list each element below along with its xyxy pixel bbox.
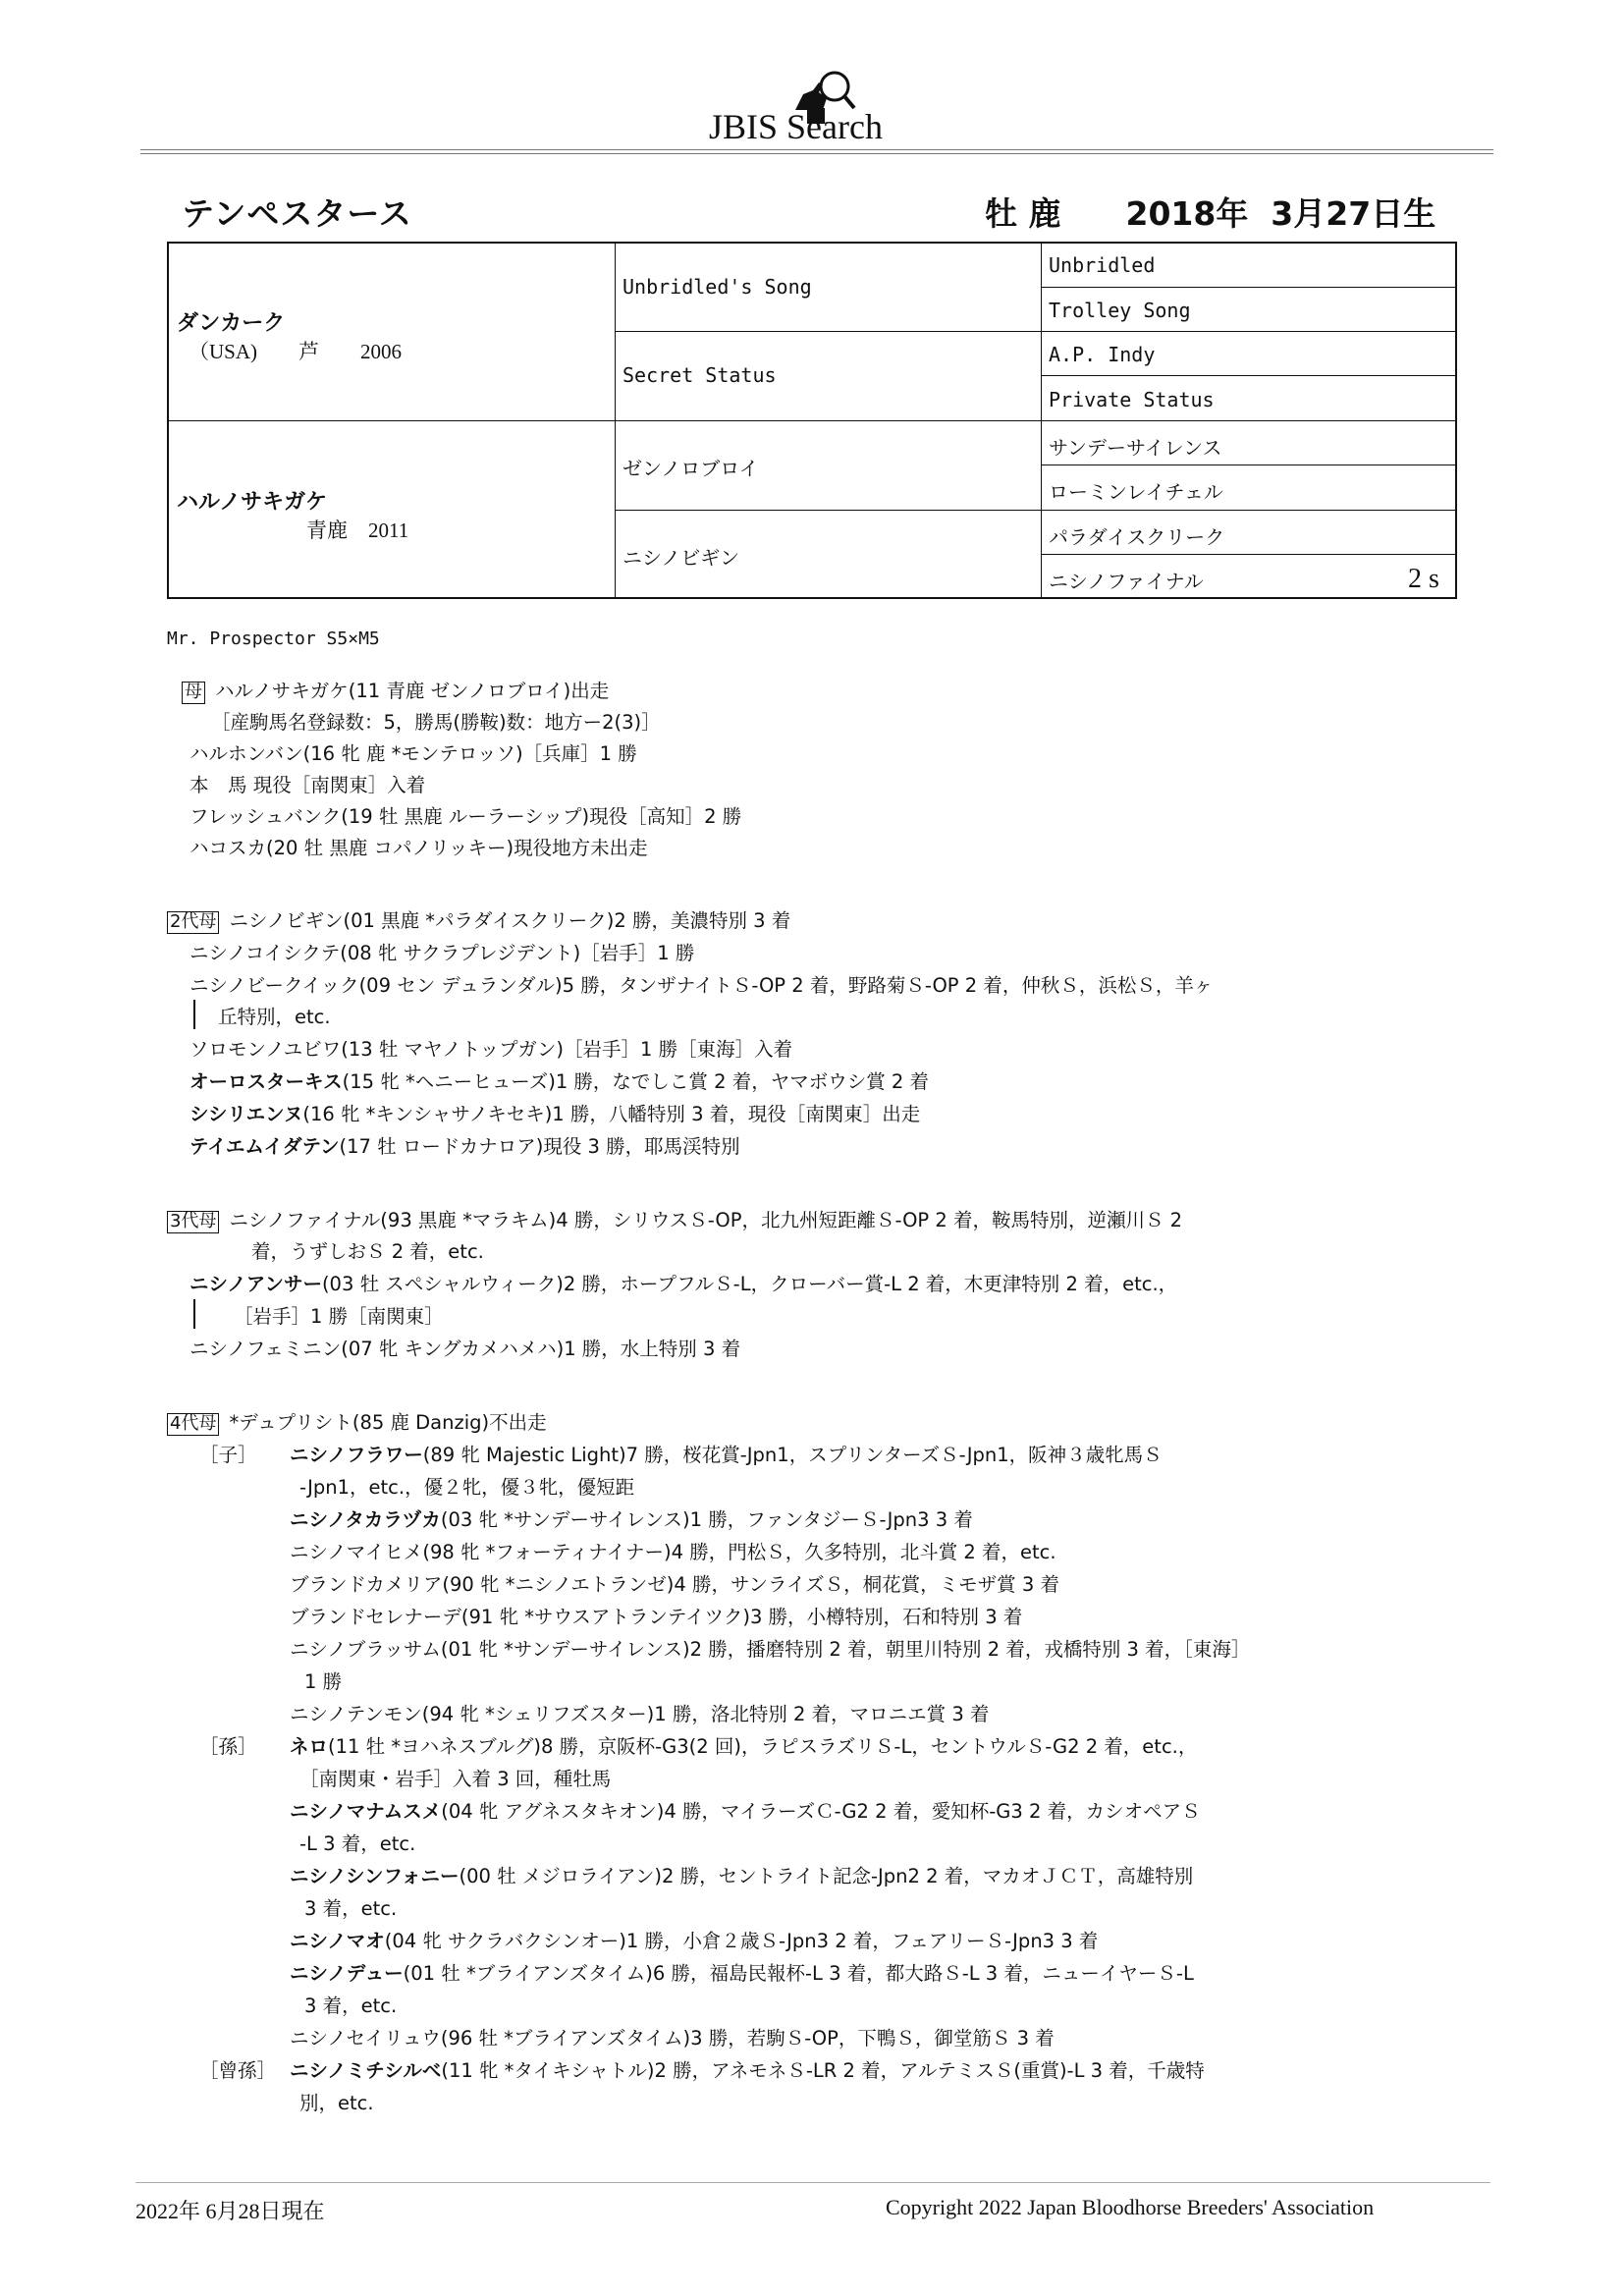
family-line-text: ソロモンノユビワ(13 牡 マヤノトップガン)［岩手］1 勝［東海］入着 [189,1038,793,1061]
gen3-cell: ローミンレイチェル [1049,480,1223,504]
family-line-text: ハルホンバン(16 牝 鹿 *モンテロッソ)［兵庫］1 勝 [189,742,637,765]
family-line [290,1964,1194,1984]
generation-tag: 母 [182,682,205,704]
footer-date: 2022年 6月28日現在 [135,2199,325,2223]
family-line [290,1705,989,1724]
family-line-text: 1 勝 [304,1670,343,1693]
generation-tag: 2代母 [167,911,219,934]
notable-horse-name: テイエムイダテン [189,1135,340,1158]
inbreeding-note: Mr. Prospector S5×M5 [167,629,380,649]
family-line [189,976,1213,996]
family-line [211,713,661,733]
continuation-bar [193,1000,195,1029]
family-line [182,682,609,704]
family-line-text: (03 牡 スペシャルウィーク)2 勝，ホープフルＳ-L，クローバー賞-L 2 着，木更津特別 2 着，etc.， [321,1273,1178,1295]
family-line-text: ニシノフェミニン(07 牝 キングカメハメハ)1 勝，水上特別 3 着 [189,1338,741,1360]
family-line [290,1510,973,1530]
family-line-text: ニシノビギン(01 黒鹿 *パラダイスクリーク)2 勝，美濃特別 3 着 [229,909,791,932]
family-line [218,1008,331,1027]
family-line-text: ［子］ [199,1444,257,1466]
sire-details: （USA) 芦 2006 [189,340,403,363]
family-line [167,1211,1182,1233]
family-line-text: ニシノコイシクテ(08 牝 サクラプレジデント)［岩手］1 勝 [189,942,695,964]
horse-info: 牡 鹿 2018年 3月27日生 [985,194,1436,233]
continuation-bar [193,1299,195,1329]
dam-details: 青鹿 2011 [306,519,409,542]
family-line [290,1608,1022,1627]
notable-horse-name: ニシノシンフォニー [290,1865,460,1887]
family-line-text: 本 馬 現役［南関東］入着 [189,774,426,796]
family-line-text: ニシノファイナル(93 黒鹿 *マラキム)4 勝，シリウスＳ-OP，北九州短距離Ｓ-OP 2 着，鞍馬特別，逆瀬川Ｓ 2 [229,1209,1183,1231]
family-line-text: 丘特別，etc. [218,1006,331,1028]
family-line [290,1737,1197,1757]
header-rule-2 [140,153,1493,154]
family-line-text: 別，etc. [299,2092,374,2114]
family-line-text: (16 牝 *キンシャサノキセキ)1 勝，八幡特別 3 着，現役［南関東］出走 [302,1103,921,1125]
family-line [290,1640,1250,1660]
family-line-text: ブランドカメリア(90 牝 *ニシノエトランゼ)4 勝，サンライズＳ，桐花賞，ミモザ賞 3 着 [290,1573,1059,1596]
family-line [304,1672,342,1692]
gen3-cell: A.P. Indy [1049,343,1156,366]
notable-horse-name: ニシノタカラヅカ [290,1508,441,1531]
family-line-text: ニシノビークイック(09 セン デュランダル)5 勝，タンザナイトＳ-OP 2 着，野路菊Ｓ-OP 2 着，仲秋Ｓ，浜松Ｓ，羊ヶ [189,974,1214,997]
notable-horse-name: ニシノマオ [290,1930,385,1952]
gen3-cell: Private Status [1049,388,1215,411]
family-line-text: (89 牝 Majestic Light)7 勝，桜花賞-Jpn1，スプリンターズＳ-Jpn1，阪神３歳牝馬Ｓ [422,1444,1163,1466]
family-line [167,1413,547,1436]
family-line-text: 3 着，etc. [304,1897,398,1920]
notable-horse-name: ニシノミチシルベ [290,2059,442,2082]
family-line [189,1137,740,1157]
family-line [189,1072,929,1092]
family-line [189,807,741,827]
footer-rule [135,2182,1490,2183]
family-line-text: ハルノサキガケ(11 青鹿 ゼンノロブロイ)出走 [215,680,610,702]
family-line [290,1446,1163,1465]
family-line [290,2061,1205,2081]
gen3-cell: Trolley Song [1049,299,1191,322]
family-line-text: (03 牝 *サンデーサイレンス)1 勝，ファンタジーＳ-Jpn3 3 着 [440,1508,973,1531]
family-line-text: ブランドセレナーデ(91 牝 *サウスアトランテイツク)3 勝，小樽特別，石和特別 3 着 [290,1606,1023,1628]
family-line [189,1105,920,1124]
pedigree-table [167,242,1457,599]
family-line-text: 着，うずしおＳ 2 着，etc. [251,1240,484,1263]
family-line [299,1770,611,1789]
family-line [189,1040,792,1060]
logo-text: JBIS Search [709,107,883,146]
gen3-cell: パラダイスクリーク [1049,525,1225,549]
family-line [189,944,694,963]
family-line [290,2029,1055,2049]
family-line [189,776,425,795]
family-line [299,1834,415,1854]
family-number: 2 s [1408,564,1439,594]
family-line-text: ［産駒馬名登録数：5，勝馬(勝鞍)数：地方ー2(3)］ [211,711,661,734]
family-line-text: (00 牡 メジロライアン)2 勝，セントライト記念-Jpn2 2 着，マカオＪＣＴ，高雄特別 [459,1865,1194,1887]
family-line-text: (15 牝 *ヘニーヒューズ)1 勝，なでしこ賞 2 着，ヤマボウシ賞 2 着 [342,1070,930,1093]
family-line [290,1802,1201,1822]
horse-name: テンペスタース [182,194,412,233]
family-line [234,1307,444,1327]
generation-tag: 4代母 [167,1413,219,1436]
family-line-text: -Jpn1，etc.，優２牝，優３牝，優短距 [299,1476,635,1499]
family-line-text: (17 牡 ロードカナロア)現役 3 勝，耶馬渓特別 [339,1135,740,1158]
gen3-cell: ニシノファイナル [1049,570,1204,593]
header-rule-1 [140,149,1493,150]
family-line [199,2061,276,2081]
family-line [290,1575,1059,1595]
family-line-text: 3 着，etc. [304,1995,398,2017]
sire-name: ダンカーク [177,311,286,336]
family-line-text: ニシノセイリュウ(96 牡 *ブライアンズタイム)3 勝，若駒Ｓ-OP，下鴨Ｓ，御堂筋Ｓ 3 着 [290,2027,1055,2050]
family-line-text: ニシノブラッサム(01 牝 *サンデーサイレンス)2 勝，播磨特別 2 着，朝里川特別 2 着，戎橋特別 3 着，［東海］ [290,1638,1251,1661]
family-line-text: ニシノテンモン(94 牝 *シェリフズスター)1 勝，洛北特別 2 着，マロニエ賞 3 着 [290,1703,990,1725]
gen2-cell: ニシノビギン [623,546,739,570]
family-line-text: (04 牝 アグネスタキオン)4 勝，マイラーズＣ-G2 2 着，愛知杯-G3 2 着，カシオペアＳ [441,1800,1201,1823]
family-line [167,911,790,934]
family-line [304,1996,397,2016]
gen2-cell: Unbridled's Song [623,275,812,299]
family-line-text: ハコスカ(20 牡 黒鹿 コパノリッキー)現役地方未出走 [189,837,648,859]
family-line [290,1867,1193,1886]
family-line [189,1275,1177,1294]
notable-horse-name: ニシノデュー [290,1962,404,1985]
family-line-text: *デュプリシト(85 鹿 Danzig)不出走 [229,1411,547,1434]
family-line [299,2094,374,2113]
notable-horse-name: ニシノマナムスメ [290,1800,442,1823]
family-line [189,839,648,858]
family-line [299,1478,634,1498]
notable-horse-name: オーロスターキス [189,1070,343,1093]
family-line-text: フレッシュバンク(19 牡 黒鹿 ルーラーシップ)現役［高知］2 勝 [189,805,742,828]
notable-horse-name: ニシノフラワー [290,1444,423,1466]
family-line [251,1242,484,1262]
jbis-logo [709,61,954,147]
notable-horse-name: ニシノアンサー [189,1273,322,1295]
family-line-text: ［孫］ [199,1735,257,1758]
gen3-cell: サンデーサイレンス [1049,436,1222,460]
gen2-cell: ゼンノロブロイ [623,457,759,480]
notable-horse-name: シシリエンヌ [189,1103,303,1125]
family-line-text: (04 牝 サクラバクシンオー)1 勝，小倉２歳Ｓ-Jpn3 2 着，フェアリーＳ-Jpn3 3 着 [384,1930,1099,1952]
family-line-text: (11 牡 *ヨハネスブルグ)8 勝，京阪杯-G3(2 回)，ラピスラズリＳ-L，セントウルＳ-G2 2 着，etc.， [328,1735,1198,1758]
family-line [290,1543,1056,1562]
gen2-cell: Secret Status [623,363,777,387]
family-line-text: (01 牡 *ブライアンズタイム)6 勝，福島民報杯-L 3 着，都大路Ｓ-L 3 着，ニューイヤーＳ-L [403,1962,1194,1985]
notable-horse-name: ネロ [290,1735,329,1758]
family-line-text: -L 3 着，etc. [299,1832,416,1855]
gen3-cell: Unbridled [1049,253,1156,277]
generation-tag: 3代母 [167,1211,219,1233]
family-line [290,1932,1098,1951]
dam-name: ハルノサキガケ [177,490,328,515]
family-line-text: (11 牝 *タイキシャトル)2 勝，アネモネＳ-LR 2 着，アルテミスＳ(重賞)-L 3 着，千歳特 [441,2059,1205,2082]
family-line [189,1339,740,1359]
family-line-text: ［南関東・岩手］入着 3 回，種牡馬 [299,1768,612,1790]
family-line [304,1899,397,1919]
family-line [199,1737,257,1757]
family-line [189,744,637,764]
footer-copyright: Copyright 2022 Japan Bloodhorse Breeders' Association [886,2195,1375,2219]
family-line [199,1446,257,1465]
family-line-text: ［曾孫］ [199,2059,277,2082]
family-line-text: ニシノマイヒメ(98 牝 *フォーティナイナー)4 勝，門松Ｓ，久多特別，北斗賞 2 着，etc. [290,1541,1056,1563]
family-line-text: ［岩手］1 勝［南関東］ [234,1305,444,1328]
